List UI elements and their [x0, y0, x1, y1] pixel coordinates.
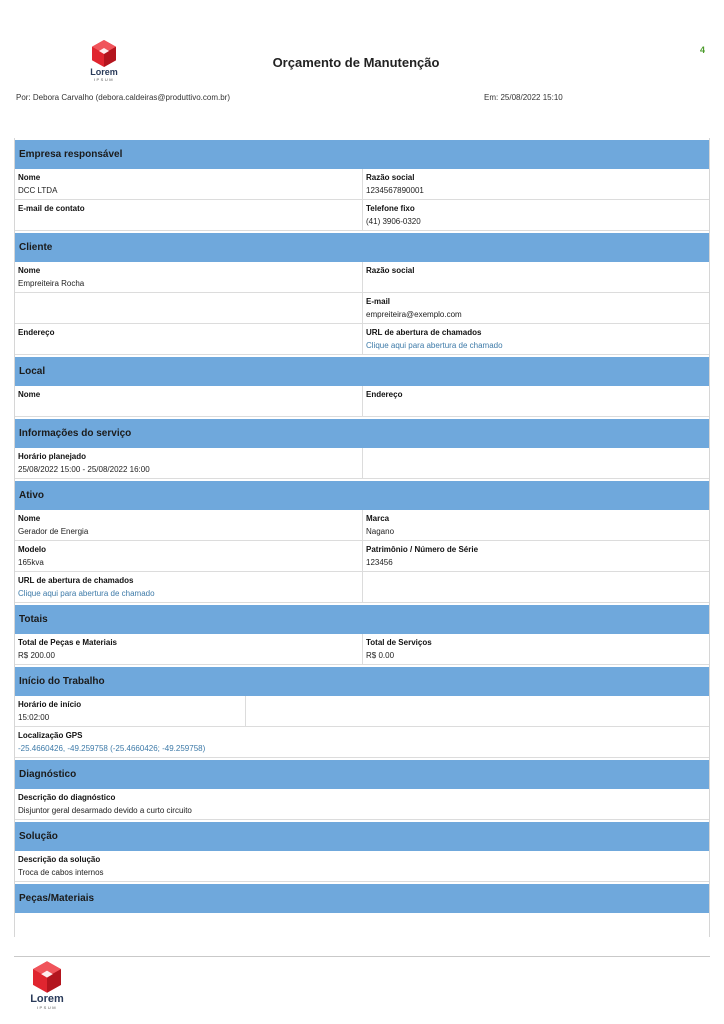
field-label: Endereço	[366, 390, 403, 399]
field-label: Nome	[18, 173, 41, 182]
logo-subtitle: IPSUM	[36, 1005, 58, 1010]
field-label: Descrição da solução	[18, 855, 101, 864]
field-value: 15:02:00	[18, 713, 50, 722]
field-value: R$ 200.00	[18, 651, 55, 660]
field-label: Telefone fixo	[366, 204, 415, 213]
field-totais-servicos	[362, 634, 709, 664]
section-title: Empresa responsável	[19, 149, 123, 160]
field-value: R$ 0.00	[366, 651, 395, 660]
field-ativo-patrimonio	[362, 541, 709, 571]
field-label: Marca	[366, 514, 390, 523]
field-label: Endereço	[18, 328, 55, 337]
report-content	[14, 138, 710, 937]
field-local-nome	[15, 386, 362, 416]
field-totais-pecas	[15, 634, 362, 664]
section-header-solucao	[15, 820, 709, 851]
field-inicio-gps	[15, 727, 709, 757]
field-row	[15, 262, 709, 293]
field-row	[15, 169, 709, 200]
document-title: Orçamento de Manutenção	[272, 55, 440, 70]
section-header-pecas	[15, 882, 709, 913]
field-row	[15, 386, 709, 417]
field-label: Nome	[18, 390, 41, 399]
section-header-cliente	[15, 231, 709, 262]
section-header-servico	[15, 417, 709, 448]
chamado-link[interactable]: Clique aqui para abertura de chamado	[366, 341, 503, 350]
field-value: Empreiteira Rocha	[18, 279, 85, 288]
field-value: 25/08/2022 15:00 - 25/08/2022 16:00	[18, 465, 150, 474]
field-row	[15, 324, 709, 355]
field-value: 123456	[366, 558, 393, 567]
field-label: Descrição do diagnóstico	[18, 793, 116, 802]
field-row	[15, 851, 709, 882]
field-empresa-nome	[15, 169, 362, 199]
field-cliente-email	[362, 293, 709, 323]
field-servico-horario	[15, 448, 362, 478]
field-label: E-mail de contato	[18, 204, 85, 213]
field-cliente-nome	[15, 262, 362, 292]
field-cliente-razao	[362, 262, 709, 292]
field-row	[15, 293, 709, 324]
field-local-endereco	[362, 386, 709, 416]
section-title: Totais	[19, 614, 48, 625]
field-empresa-razao	[362, 169, 709, 199]
field-label: Nome	[18, 266, 41, 275]
section-title: Ativo	[19, 490, 44, 501]
section-title: Diagnóstico	[19, 769, 77, 780]
section-header-local	[15, 355, 709, 386]
field-ativo-url	[15, 572, 362, 602]
field-label: URL de abertura de chamados	[18, 576, 134, 585]
logo-hexagon-icon	[33, 961, 61, 993]
field-diagnostico-descricao	[15, 789, 709, 819]
field-row	[15, 696, 709, 727]
section-header-totais	[15, 603, 709, 634]
field-value: 1234567890001	[366, 186, 424, 195]
field-row	[15, 789, 709, 820]
section-header-empresa	[15, 138, 709, 169]
section-title: Peças/Materiais	[19, 893, 95, 904]
field-value: Gerador de Energia	[18, 527, 89, 536]
section-header-inicio	[15, 665, 709, 696]
field-label: E-mail	[366, 297, 391, 306]
field-value: Disjuntor geral desarmado devido a curto circuito	[18, 806, 192, 815]
field-row	[15, 200, 709, 231]
logo-name: Lorem	[90, 67, 118, 77]
field-label: Horário de início	[18, 700, 82, 709]
footer-divider	[14, 956, 710, 957]
field-label: Nome	[18, 514, 41, 523]
field-label: Modelo	[18, 545, 46, 554]
author-line: Por: Debora Carvalho (debora.caldeiras@produttivo.com.br)	[16, 93, 230, 102]
field-label: Horário planejado	[18, 452, 87, 461]
field-value: empreiteira@exemplo.com	[366, 310, 462, 319]
chamado-link[interactable]: Clique aqui para abertura de chamado	[18, 589, 155, 598]
section-title: Informações do serviço	[19, 428, 132, 439]
field-label: Localização GPS	[18, 731, 83, 740]
section-header-diagnostico	[15, 758, 709, 789]
field-label: Patrimônio / Número de Série	[366, 545, 479, 554]
gps-link[interactable]: -25.4660426, -49.259758 (-25.4660426; -49.259758)	[18, 744, 206, 753]
field-value: Troca de cabos internos	[18, 868, 104, 877]
field-label: Razão social	[366, 173, 415, 182]
logo-subtitle: IPSUM	[93, 77, 115, 82]
field-row	[15, 727, 709, 758]
field-row	[15, 572, 709, 603]
field-empty	[362, 448, 709, 478]
field-empty	[15, 293, 362, 323]
section-title: Início do Trabalho	[19, 676, 105, 687]
field-cliente-url	[362, 324, 709, 354]
field-label: URL de abertura de chamados	[366, 328, 482, 337]
section-title: Local	[19, 366, 46, 377]
date-line: Em: 25/08/2022 15:10	[484, 93, 563, 102]
pecas-empty-body	[15, 913, 709, 937]
field-inicio-horario	[15, 696, 246, 726]
field-ativo-nome	[15, 510, 362, 540]
field-label: Razão social	[366, 266, 415, 275]
field-solucao-descricao	[15, 851, 709, 881]
field-ativo-modelo	[15, 541, 362, 571]
field-empresa-email	[15, 200, 362, 230]
field-label: Total de Peças e Materiais	[18, 638, 118, 647]
field-row	[15, 634, 709, 665]
field-ativo-marca	[362, 510, 709, 540]
field-label: Total de Serviços	[366, 638, 432, 647]
section-header-ativo	[15, 479, 709, 510]
section-title: Solução	[19, 831, 58, 842]
field-row	[15, 510, 709, 541]
field-empresa-telefone	[362, 200, 709, 230]
field-empty	[362, 572, 709, 602]
field-row	[15, 541, 709, 572]
footer-logo	[27, 961, 67, 1010]
page-number: 4	[700, 45, 706, 55]
field-cliente-endereco	[15, 324, 362, 354]
field-row	[15, 448, 709, 479]
field-value: Nagano	[366, 527, 395, 536]
section-title: Cliente	[19, 242, 53, 253]
field-value: (41) 3906-0320	[366, 217, 421, 226]
field-value: DCC LTDA	[18, 186, 58, 195]
logo-name: Lorem	[30, 993, 64, 1005]
field-value: 165kva	[18, 558, 44, 567]
